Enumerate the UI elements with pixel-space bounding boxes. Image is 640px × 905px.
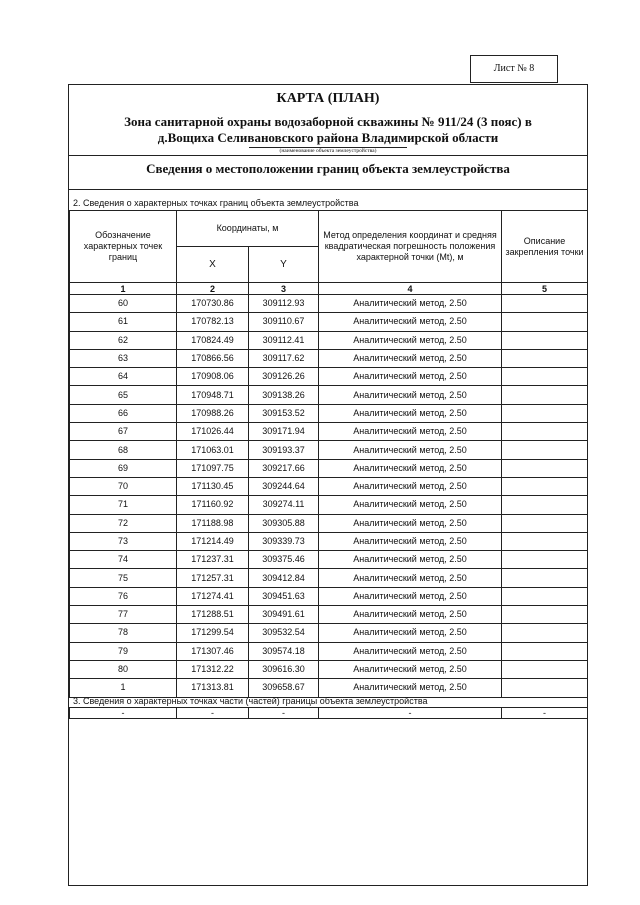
cell-x: 170730.86 <box>177 295 249 313</box>
cell-y: 309412.84 <box>249 569 319 587</box>
cell-method: Аналитический метод, 2.50 <box>319 459 502 477</box>
cell-x: 171214.49 <box>177 532 249 550</box>
cell-description <box>502 477 588 495</box>
section3-cell: - <box>177 708 249 719</box>
cell-point: 60 <box>70 295 177 313</box>
cell-point: 72 <box>70 514 177 532</box>
cell-point: 65 <box>70 386 177 404</box>
cell-description <box>502 441 588 459</box>
cell-point: 80 <box>70 660 177 678</box>
header-coords: Координаты, м <box>177 211 319 247</box>
cell-method: Аналитический метод, 2.50 <box>319 679 502 697</box>
cell-x: 171237.31 <box>177 551 249 569</box>
section3-cell: - <box>319 708 502 719</box>
header-description: Описание закрепления точки <box>502 211 588 283</box>
table-row <box>70 404 588 422</box>
cell-method: Аналитический метод, 2.50 <box>319 386 502 404</box>
section3-label: 3. Сведения о характерных точках части (частей) границы объекта землеустройства <box>73 696 428 706</box>
table-row <box>70 295 588 313</box>
cell-description <box>502 532 588 550</box>
table-row <box>70 679 588 697</box>
cell-y: 309451.63 <box>249 587 319 605</box>
cell-y: 309375.46 <box>249 551 319 569</box>
table-row <box>70 459 588 477</box>
table-row <box>70 313 588 331</box>
table-row <box>70 624 588 642</box>
cell-description <box>502 295 588 313</box>
cell-point: 69 <box>70 459 177 477</box>
cell-point: 61 <box>70 313 177 331</box>
cell-point: 73 <box>70 532 177 550</box>
cell-point: 79 <box>70 642 177 660</box>
table-row <box>70 496 588 514</box>
cell-point: 70 <box>70 477 177 495</box>
cell-description <box>502 459 588 477</box>
section2-label: 2. Сведения о характерных точках границ объекта землеустройства <box>73 198 359 208</box>
cell-description <box>502 386 588 404</box>
divider <box>69 189 587 190</box>
column-number: 1 <box>70 283 177 295</box>
table-row <box>70 514 588 532</box>
cell-y: 309138.26 <box>249 386 319 404</box>
cell-y: 309110.67 <box>249 313 319 331</box>
header-point: Обозначение характерных точек границ <box>70 211 177 283</box>
cell-description <box>502 496 588 514</box>
cell-x: 171313.81 <box>177 679 249 697</box>
cell-description <box>502 642 588 660</box>
section3-cell: - <box>70 708 177 719</box>
cell-point: 64 <box>70 368 177 386</box>
section3-cell: - <box>249 708 319 719</box>
cell-point: 74 <box>70 551 177 569</box>
cell-x: 170908.06 <box>177 368 249 386</box>
cell-y: 309126.26 <box>249 368 319 386</box>
cell-method: Аналитический метод, 2.50 <box>319 642 502 660</box>
cell-description <box>502 660 588 678</box>
cell-method: Аналитический метод, 2.50 <box>319 532 502 550</box>
cell-y: 309153.52 <box>249 404 319 422</box>
cell-x: 171299.54 <box>177 624 249 642</box>
sheet-number: Лист № 8 <box>470 55 558 83</box>
table-row <box>70 606 588 624</box>
cell-point: 1 <box>70 679 177 697</box>
cell-x: 171274.41 <box>177 587 249 605</box>
table-row <box>70 532 588 550</box>
coordinates-table <box>69 210 588 698</box>
cell-method: Аналитический метод, 2.50 <box>319 514 502 532</box>
cell-y: 309658.67 <box>249 679 319 697</box>
cell-point: 66 <box>70 404 177 422</box>
table-row <box>70 441 588 459</box>
cell-y: 309112.93 <box>249 295 319 313</box>
cell-x: 171097.75 <box>177 459 249 477</box>
cell-y: 309193.37 <box>249 441 319 459</box>
cell-point: 62 <box>70 331 177 349</box>
table-row <box>70 368 588 386</box>
cell-method: Аналитический метод, 2.50 <box>319 295 502 313</box>
table-row <box>70 660 588 678</box>
cell-description <box>502 624 588 642</box>
cell-x: 170866.56 <box>177 349 249 367</box>
cell-y: 309305.88 <box>249 514 319 532</box>
cell-x: 170824.49 <box>177 331 249 349</box>
cell-y: 309616.30 <box>249 660 319 678</box>
section-title: Сведения о местоположении границ объекта землеустройства <box>146 161 510 176</box>
column-number: 5 <box>502 283 588 295</box>
doc-subtitle-line2: д.Вощиха Селивановского района Владимирской области <box>157 130 499 145</box>
cell-point: 76 <box>70 587 177 605</box>
cell-y: 309491.61 <box>249 606 319 624</box>
table-row <box>70 569 588 587</box>
cell-description <box>502 404 588 422</box>
cell-point: 77 <box>70 606 177 624</box>
cell-description <box>502 331 588 349</box>
table-row <box>70 587 588 605</box>
cell-description <box>502 679 588 697</box>
table-row <box>70 331 588 349</box>
cell-y: 309117.62 <box>249 349 319 367</box>
cell-method: Аналитический метод, 2.50 <box>319 624 502 642</box>
subtitle-caption: (наименование объекта землеустройства) <box>249 147 407 154</box>
cell-point: 71 <box>70 496 177 514</box>
cell-description <box>502 551 588 569</box>
cell-method: Аналитический метод, 2.50 <box>319 331 502 349</box>
cell-method: Аналитический метод, 2.50 <box>319 477 502 495</box>
cell-x: 171130.45 <box>177 477 249 495</box>
cell-y: 309112.41 <box>249 331 319 349</box>
cell-method: Аналитический метод, 2.50 <box>319 441 502 459</box>
cell-x: 171188.98 <box>177 514 249 532</box>
document-frame <box>68 84 588 886</box>
cell-x: 170948.71 <box>177 386 249 404</box>
cell-description <box>502 349 588 367</box>
cell-point: 68 <box>70 441 177 459</box>
cell-method: Аналитический метод, 2.50 <box>319 551 502 569</box>
cell-description <box>502 587 588 605</box>
cell-y: 309274.11 <box>249 496 319 514</box>
cell-point: 63 <box>70 349 177 367</box>
cell-y: 309171.94 <box>249 423 319 441</box>
doc-title: КАРТА (ПЛАН) <box>276 91 380 106</box>
column-number: 3 <box>249 283 319 295</box>
cell-y: 309244.64 <box>249 477 319 495</box>
cell-x: 171288.51 <box>177 606 249 624</box>
cell-point: 67 <box>70 423 177 441</box>
cell-method: Аналитический метод, 2.50 <box>319 368 502 386</box>
cell-x: 170988.26 <box>177 404 249 422</box>
header-x: X <box>177 247 249 283</box>
table-row <box>70 551 588 569</box>
doc-subtitle-line1: Зона санитарной охраны водозаборной скважины № 911/24 (3 пояс) в <box>124 114 532 129</box>
table-row <box>70 386 588 404</box>
column-number: 4 <box>319 283 502 295</box>
cell-y: 309532.54 <box>249 624 319 642</box>
cell-method: Аналитический метод, 2.50 <box>319 606 502 624</box>
cell-description <box>502 423 588 441</box>
table-row <box>70 349 588 367</box>
table-row <box>70 477 588 495</box>
section3-table <box>69 707 588 719</box>
cell-y: 309574.18 <box>249 642 319 660</box>
cell-y: 309339.73 <box>249 532 319 550</box>
section3-cell: - <box>502 708 588 719</box>
table-row <box>70 642 588 660</box>
cell-x: 171307.46 <box>177 642 249 660</box>
cell-method: Аналитический метод, 2.50 <box>319 404 502 422</box>
cell-y: 309217.66 <box>249 459 319 477</box>
cell-x: 171026.44 <box>177 423 249 441</box>
table-row <box>70 423 588 441</box>
cell-x: 171257.31 <box>177 569 249 587</box>
divider <box>69 155 587 156</box>
cell-point: 75 <box>70 569 177 587</box>
header-y: Y <box>249 247 319 283</box>
cell-x: 171160.92 <box>177 496 249 514</box>
cell-description <box>502 569 588 587</box>
cell-x: 170782.13 <box>177 313 249 331</box>
cell-method: Аналитический метод, 2.50 <box>319 660 502 678</box>
cell-method: Аналитический метод, 2.50 <box>319 587 502 605</box>
cell-x: 171312.22 <box>177 660 249 678</box>
cell-method: Аналитический метод, 2.50 <box>319 569 502 587</box>
cell-description <box>502 606 588 624</box>
cell-point: 78 <box>70 624 177 642</box>
cell-description <box>502 313 588 331</box>
cell-description <box>502 514 588 532</box>
cell-x: 171063.01 <box>177 441 249 459</box>
column-number: 2 <box>177 283 249 295</box>
cell-description <box>502 368 588 386</box>
header-method: Метод определения координат и средняя квадратическая погрешность положения характерной точки (Mt), м <box>319 211 502 283</box>
cell-method: Аналитический метод, 2.50 <box>319 313 502 331</box>
cell-method: Аналитический метод, 2.50 <box>319 423 502 441</box>
cell-method: Аналитический метод, 2.50 <box>319 349 502 367</box>
cell-method: Аналитический метод, 2.50 <box>319 496 502 514</box>
